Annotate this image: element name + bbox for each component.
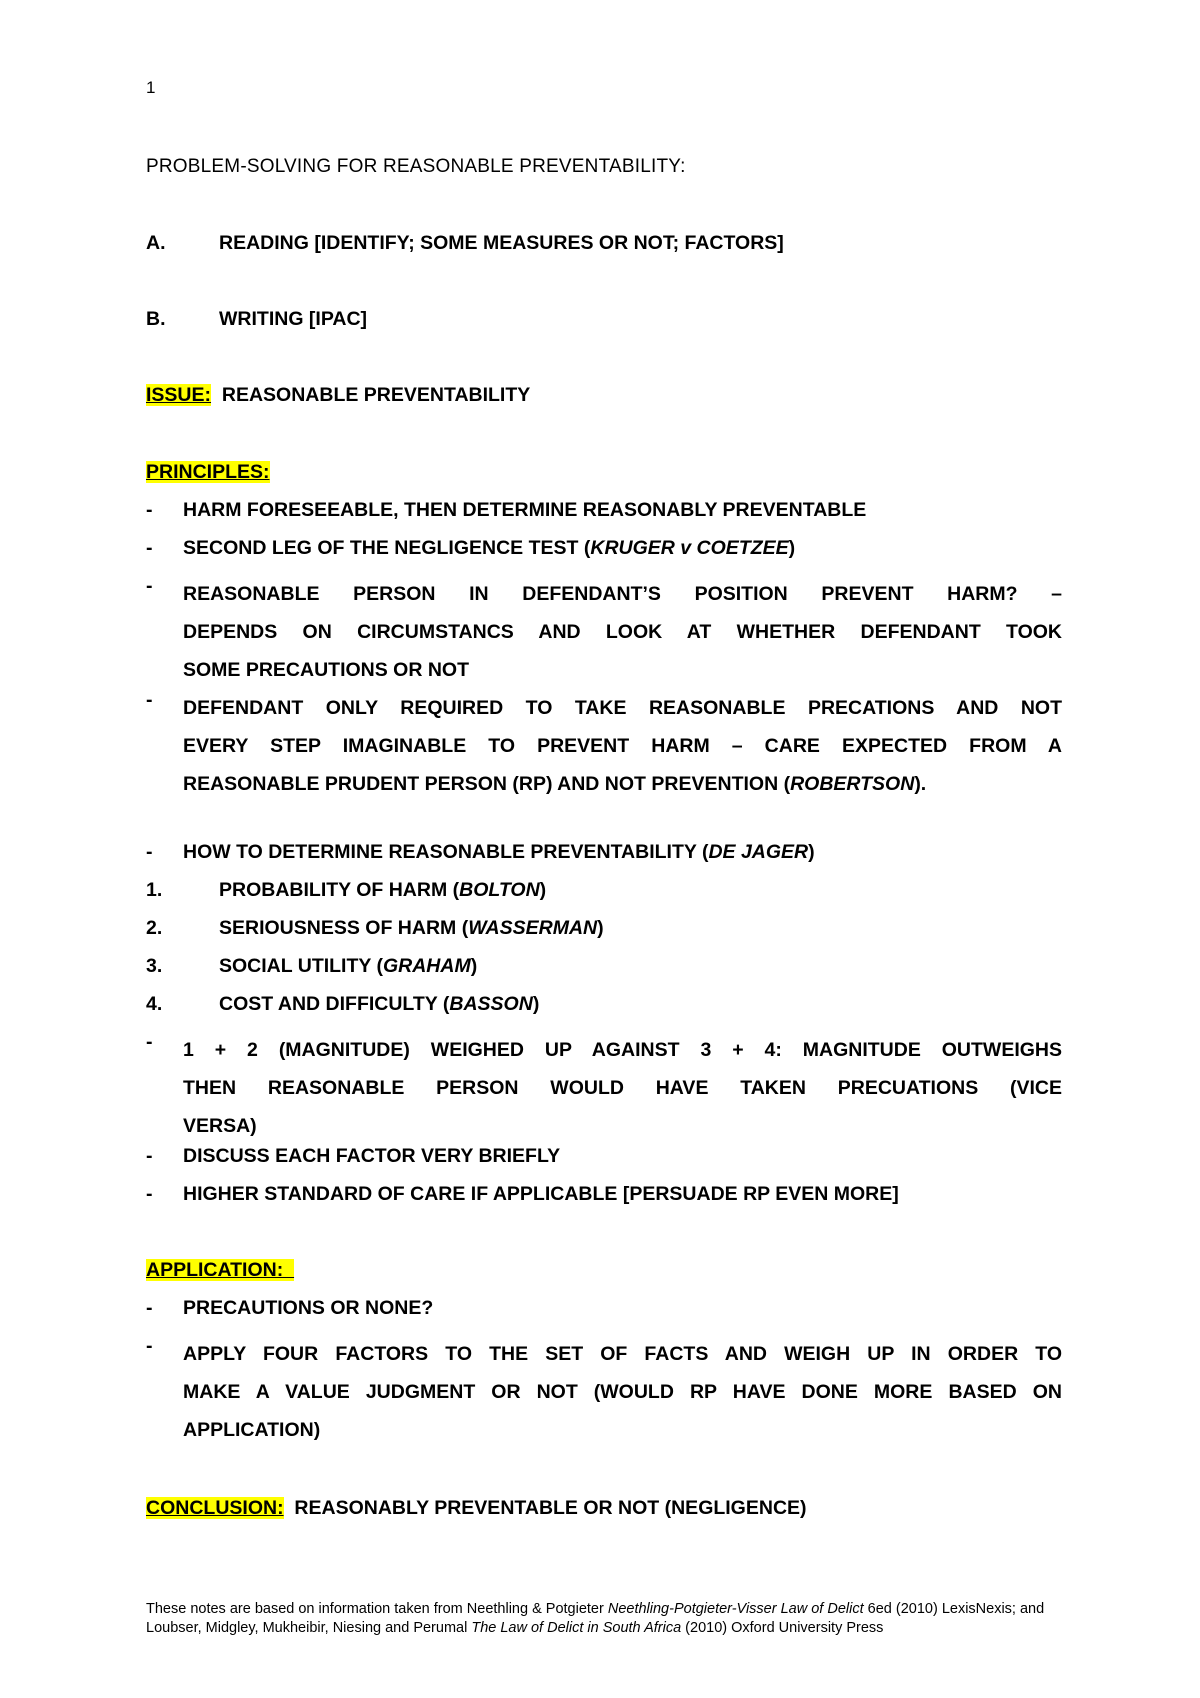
- principles-label: PRINCIPLES:: [146, 461, 270, 483]
- conclusion-line: [146, 1497, 807, 1520]
- principles-heading: [146, 461, 270, 484]
- issue-text: REASONABLE PREVENTABILITY: [221, 384, 531, 406]
- factor-number: 1.: [146, 879, 163, 901]
- factor-seriousness: SERIOUSNESS OF HARM (WASSERMAN): [219, 917, 604, 939]
- principle-higher-standard: HIGHER STANDARD OF CARE IF APPLICABLE [PERSUADE RP EVEN MORE]: [183, 1183, 899, 1205]
- issue-line: [146, 384, 530, 407]
- issue-label: ISSUE:: [146, 384, 212, 406]
- bullet-dash: -: [146, 1031, 153, 1053]
- principle-reasonable-person: REASONABLE PERSON IN DEFENDANT’S POSITION PREVENT HARM? – DEPENDS ON CIRCUMSTANCS AND LOOK AT WHETHER DEFENDANT TOOK SOME PRECAUTIONS OR NOT: [183, 583, 1062, 681]
- bullet-dash: -: [146, 689, 153, 711]
- application-precautions: PRECAUTIONS OR NONE?: [183, 1297, 434, 1319]
- section-b-number: B.: [146, 308, 166, 330]
- bullet-dash: -: [146, 1183, 153, 1205]
- application-heading: [146, 1259, 294, 1282]
- factor-number: 3.: [146, 955, 163, 977]
- principle-how-to-determine: HOW TO DETERMINE REASONABLE PREVENTABILITY (DE JAGER): [183, 841, 815, 863]
- bullet-dash: -: [146, 841, 153, 863]
- conclusion-label: CONCLUSION:: [146, 1497, 284, 1519]
- footnote: These notes are based on information taken from Neethling & Potgieter Neethling-Potgieter-Visser Law of Delict 6ed (2010) LexisNexis; and Loubser, Midgley, Mukheibir, Niesing and Perumal The Law of Delict in South Africa (2010) Oxford University Press: [146, 1601, 1045, 1636]
- bullet-dash: -: [146, 499, 153, 521]
- bullet-dash: -: [146, 1335, 153, 1357]
- bullet-dash: -: [146, 1297, 153, 1319]
- page-title: PROBLEM-SOLVING FOR REASONABLE PREVENTABILITY:: [146, 156, 686, 177]
- principle-magnitude: 1 + 2 (MAGNITUDE) WEIGHED UP AGAINST 3 + 4: MAGNITUDE OUTWEIGHS THEN REASONABLE PERSON WOULD HAVE TAKEN PRECUATIONS (VICE VERSA): [183, 1039, 1062, 1137]
- section-a-number: A.: [146, 232, 166, 254]
- factor-number: 4.: [146, 993, 163, 1015]
- factor-social-utility: SOCIAL UTILITY (GRAHAM): [219, 955, 478, 977]
- conclusion-text: REASONABLY PREVENTABLE OR NOT (NEGLIGENCE): [294, 1497, 807, 1519]
- factor-number: 2.: [146, 917, 163, 939]
- factor-probability: PROBABILITY OF HARM (BOLTON): [219, 879, 547, 901]
- application-apply-factors: APPLY FOUR FACTORS TO THE SET OF FACTS AND WEIGH UP IN ORDER TO MAKE A VALUE JUDGMENT OR NOT (WOULD RP HAVE DONE MORE BASED ON APPLICATION): [183, 1343, 1062, 1441]
- bullet-dash: -: [146, 1145, 153, 1167]
- section-b-text: WRITING [IPAC]: [219, 308, 368, 330]
- principle-discuss-briefly: DISCUSS EACH FACTOR VERY BRIEFLY: [183, 1145, 561, 1167]
- principle-harm-foreseeable: HARM FORESEEABLE, THEN DETERMINE REASONABLY PREVENTABLE: [183, 499, 867, 521]
- page-number: 1: [146, 78, 156, 97]
- principle-reasonable-precautions: DEFENDANT ONLY REQUIRED TO TAKE REASONABLE PRECATIONS AND NOT EVERY STEP IMAGINABLE TO PREVENT HARM – CARE EXPECTED FROM A REASONABLE PRUDENT PERSON (RP) AND NOT PREVENTION (ROBERTSON).: [183, 697, 1062, 795]
- bullet-dash: -: [146, 537, 153, 559]
- factor-cost-difficulty: COST AND DIFFICULTY (BASSON): [219, 993, 540, 1015]
- bullet-dash: -: [146, 575, 153, 597]
- principle-second-leg: SECOND LEG OF THE NEGLIGENCE TEST (KRUGER v COETZEE): [183, 537, 796, 559]
- application-label: APPLICATION:: [146, 1259, 295, 1281]
- section-a-text: READING [IDENTIFY; SOME MEASURES OR NOT; FACTORS]: [219, 232, 784, 254]
